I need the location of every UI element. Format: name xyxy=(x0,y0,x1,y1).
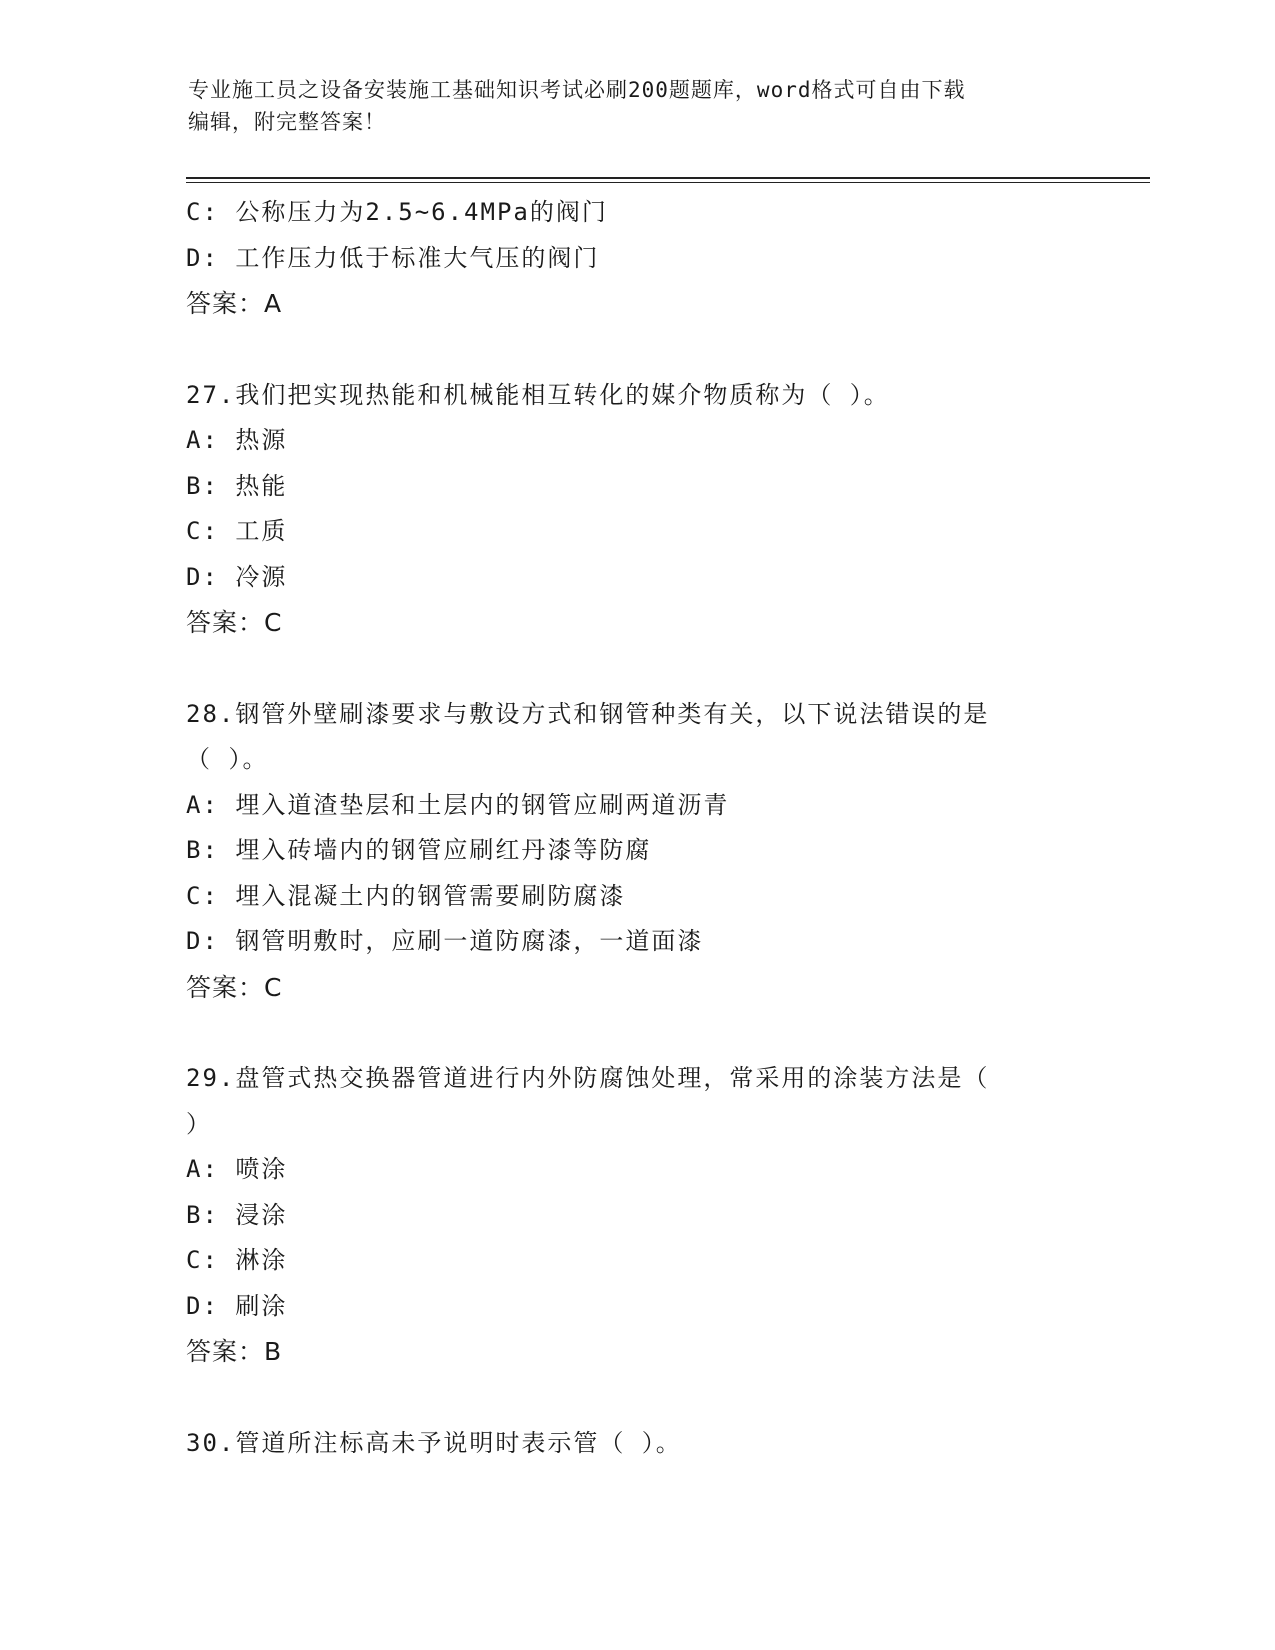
header-rule-thin xyxy=(186,182,1150,183)
option-a: A: 喷涂 xyxy=(186,1155,288,1183)
spacer xyxy=(186,1010,1086,1056)
question-text-line-2: （ ）。 xyxy=(186,745,269,773)
option-d: D: 工作压力低于标准大气压的阀门 xyxy=(186,243,600,272)
option-c: C: 公称压力为2.5~6.4MPa的阀门 xyxy=(186,198,608,226)
header-rule-thick xyxy=(186,177,1150,179)
question-text-line-1: 29.盘管式热交换器管道进行内外防腐蚀处理，常采用的涂装方法是（ xyxy=(186,1064,990,1092)
option-c: C: 埋入混凝土内的钢管需要刷防腐漆 xyxy=(186,881,626,910)
question-block-28 xyxy=(186,692,1086,1011)
spacer xyxy=(186,1375,1086,1421)
spacer xyxy=(186,646,1086,692)
spacer xyxy=(186,327,1086,373)
question-block-30 xyxy=(186,1421,1086,1467)
option-a: A: 埋入道渣垫层和土层内的钢管应刷两道沥青 xyxy=(186,790,730,819)
answer-line: 答案：C xyxy=(186,608,283,637)
document-header xyxy=(188,74,1088,138)
question-text: 30.管道所注标高未予说明时表示管（ ）。 xyxy=(186,1428,682,1457)
header-line-2: 编辑，附完整答案！ xyxy=(188,110,386,134)
answer-line: 答案：B xyxy=(186,1337,283,1366)
option-d: D: 刷涂 xyxy=(186,1291,288,1320)
question-block-29 xyxy=(186,1056,1086,1375)
answer-line: 答案：A xyxy=(186,289,283,318)
question-text-line-1: 28.钢管外壁刷漆要求与敷设方式和钢管种类有关，以下说法错误的是 xyxy=(186,699,990,728)
option-a: A: 热源 xyxy=(186,426,288,454)
option-d: D: 钢管明敷时，应刷一道防腐漆，一道面漆 xyxy=(186,927,704,955)
question-list xyxy=(186,190,1086,1466)
option-b: B: 浸涂 xyxy=(186,1200,288,1229)
option-b: B: 热能 xyxy=(186,471,288,500)
header-line-1: 专业施工员之设备安装施工基础知识考试必刷200题题库，word格式可自由下载 xyxy=(188,78,966,102)
question-block-26 xyxy=(186,190,1086,327)
question-text: 27.我们把实现热能和机械能相互转化的媒介物质称为（ ）。 xyxy=(186,380,890,409)
option-c: C: 淋涂 xyxy=(186,1246,288,1274)
question-block-27 xyxy=(186,373,1086,646)
question-text-line-2: ） xyxy=(186,1109,212,1138)
option-b: B: 埋入砖墙内的钢管应刷红丹漆等防腐 xyxy=(186,836,652,864)
option-d: D: 冷源 xyxy=(186,562,288,591)
answer-line: 答案：C xyxy=(186,972,283,1002)
option-c: C: 工质 xyxy=(186,517,288,545)
